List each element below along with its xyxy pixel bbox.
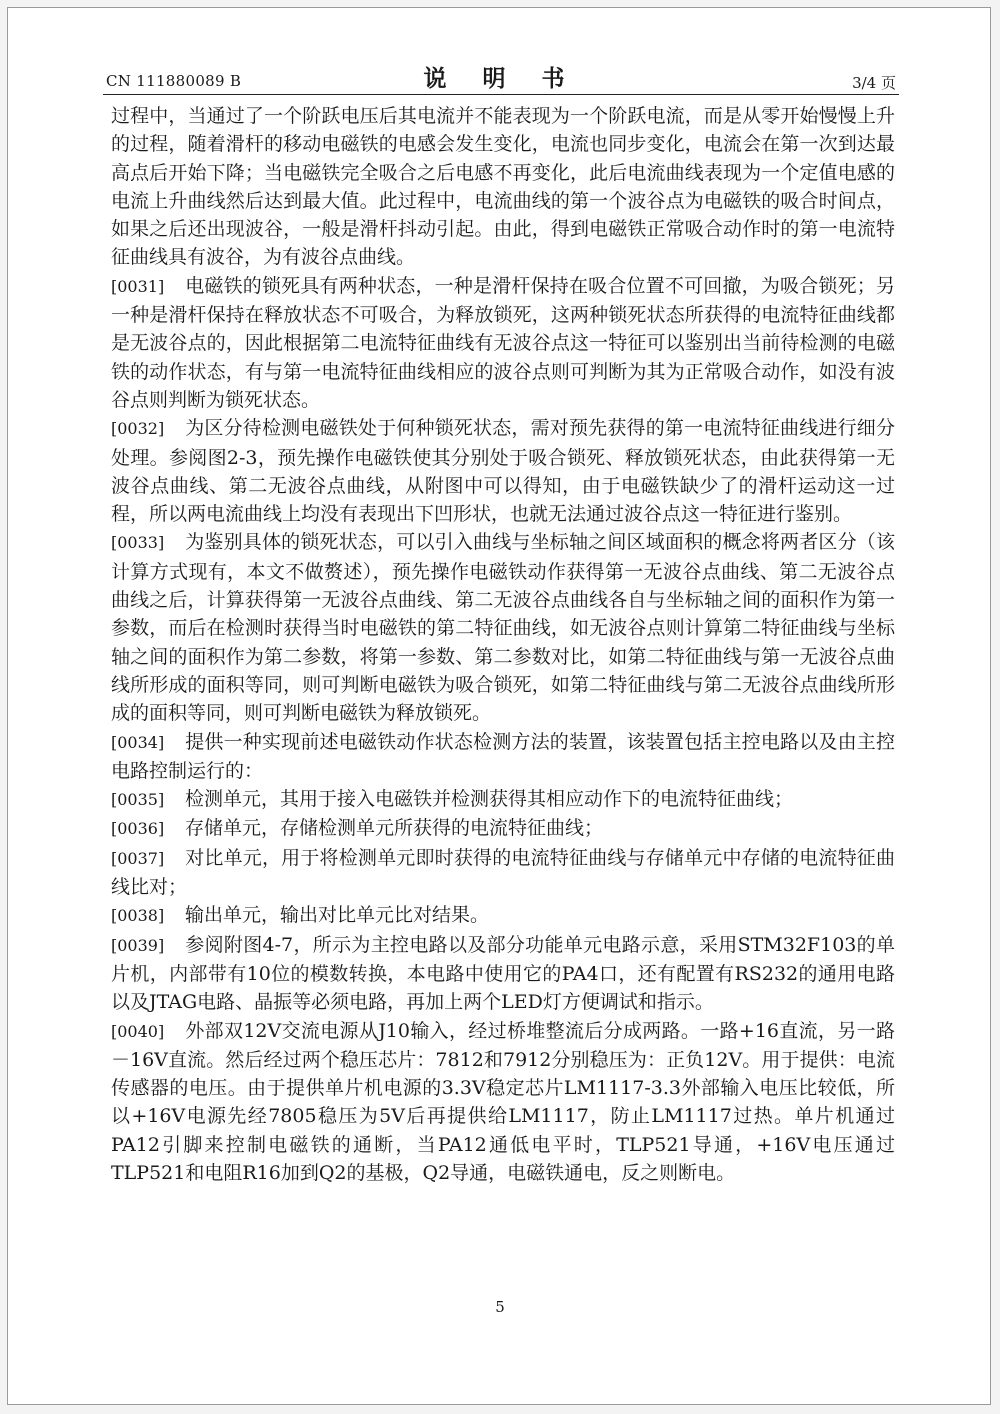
publication-number: CN 111880089 B <box>106 72 242 90</box>
paragraph-text: 提供一种实现前述电磁铁动作状态检测方法的装置，该装置包括主控电路以及由主控电路控制运行的： <box>111 730 895 782</box>
paragraph-text: 存储单元，存储检测单元所获得的电流特征曲线； <box>185 817 604 840</box>
paragraph-number: [0032] <box>111 419 165 439</box>
paragraph <box>111 931 895 1017</box>
header-rule <box>103 94 899 95</box>
document-title: 说 明 书 <box>423 65 579 92</box>
document-body <box>111 102 895 1187</box>
paragraph-number: [0034] <box>111 732 165 752</box>
paragraph-text: 为鉴别具体的锁死状态，可以引入曲线与坐标轴之间区域面积的概念将两者区分（该计算方式现有，本文不做赘述），预先操作电磁铁动作获得第一无波谷点曲线、第二无波谷点曲线之后，计算获得第一无波谷点曲线、第二无波谷点曲线各自与坐标轴之间的面积作为第一参数，而后在检测时获得当时电磁铁的第二特征曲线，如无波谷点则计算第二特征曲线与坐标轴之间的面积作为第二参数，将第一参数、第二参数对比，如第二特征曲线与第一无波谷点曲线所形成的面积等同，则可判断电磁铁为吸合锁死，如第二特征曲线与第二无波谷点曲线所形成的面积等同，则可判断电磁铁为释放锁死。 <box>111 531 895 725</box>
paragraph-number: [0031] <box>111 276 165 296</box>
paragraph <box>111 102 895 272</box>
paragraph-text: 检测单元，其用于接入电磁铁并检测获得其相应动作下的电流特征曲线； <box>185 788 794 811</box>
paragraph-text: 电磁铁的锁死具有两种状态，一种是滑杆保持在吸合位置不可回撤，为吸合锁死；另一种是滑杆保持在释放状态不可吸合，为释放锁死，这两种锁死状态所获得的电流特征曲线都是无波谷点的，因此根据第二电流特征曲线有无波谷点这一特征可以鉴别出当前待检测的电磁铁的动作状态，有与第一电流特征曲线相应的波谷点则可判断为其为正常吸合动作，如没有波谷点则判断为锁死状态。 <box>111 274 895 411</box>
page-indicator: 3/4 页 <box>852 74 896 92</box>
paragraph <box>111 844 895 902</box>
paragraph <box>111 1017 895 1188</box>
paragraph-number: [0035] <box>111 790 165 810</box>
paragraph <box>111 785 895 814</box>
paragraph-text: 过程中，当通过了一个阶跃电压后其电流并不能表现为一个阶跃电流，而是从零开始慢慢上升的过程，随着滑杆的移动电磁铁的电感会发生变化，电流也同步变化，电流会在第一次到达最高点后开始下降；当电磁铁完全吸合之后电感不再变化，此后电流曲线表现为一个定值电感的电流上升曲线然后达到最大值。此过程中，电流曲线的第一个波谷点为电磁铁的吸合时间点，如果之后还出现波谷，一般是滑杆抖动引起。由此，得到电磁铁正常吸合动作时的第一电流特征曲线具有波谷，为有波谷点曲线。 <box>111 105 895 269</box>
paragraph <box>111 728 895 786</box>
paragraph <box>111 814 895 843</box>
paragraph-number: [0036] <box>111 819 165 839</box>
paragraph <box>111 901 895 930</box>
paragraph-text: 为区分待检测电磁铁处于何种锁死状态，需对预先获得的第一电流特征曲线进行细分处理。参阅图2-3，预先操作电磁铁使其分别处于吸合锁死、释放锁死状态，由此获得第一无波谷点曲线、第二无波谷点曲线，从附图中可以得知，由于电磁铁缺少了的滑杆运动这一过程，所以两电流曲线上均没有表现出下凹形状，也就无法通过波谷点这一特征进行鉴别。 <box>111 417 895 526</box>
paragraph-number: [0039] <box>111 935 165 955</box>
paragraph-number: [0033] <box>111 533 165 553</box>
paragraph <box>111 528 895 727</box>
page-header <box>103 58 899 98</box>
paragraph <box>111 272 895 414</box>
paragraph-number: [0038] <box>111 906 165 926</box>
paragraph <box>111 414 895 528</box>
paragraph-text: 外部双12V交流电源从J10输入，经过桥堆整流后分成两路。一路+16直流，另一路－16V直流。然后经过两个稳压芯片：7812和7912分别稳压为：正负12V。用于提供：电流传感器的电压。由于提供单片机电源的3.3V稳定芯片LM1117-3.3外部输入电压比较低，所以+16V电源先经7805稳压为5V后再提供给LM1117，防止LM1117过热。单片机通过PA12引脚来控制电磁铁的通断，当PA12通低电平时，TLP521导通，+16V电压通过TLP521和电阻R16加到Q2的基极，Q2导通，电磁铁通电，反之则断电。 <box>111 1019 895 1184</box>
paragraph-text: 输出单元，输出对比单元比对结果。 <box>185 904 490 927</box>
paragraph-text: 对比单元，用于将检测单元即时获得的电流特征曲线与存储单元中存储的电流特征曲线比对； <box>111 846 895 899</box>
paragraph-text: 参阅附图4-7，所示为主控电路以及部分功能单元电路示意，采用STM32F103的单片机，内部带有10位的模数转换，本电路中使用它的PA4口，还有配置有RS232的通用电路以及JTAG电路、晶振等必须电路，再加上两个LED灯方便调试和指示。 <box>111 933 895 1014</box>
page-number: 5 <box>495 1298 505 1316</box>
paragraph-number: [0037] <box>111 848 165 868</box>
paragraph-number: [0040] <box>111 1021 165 1041</box>
